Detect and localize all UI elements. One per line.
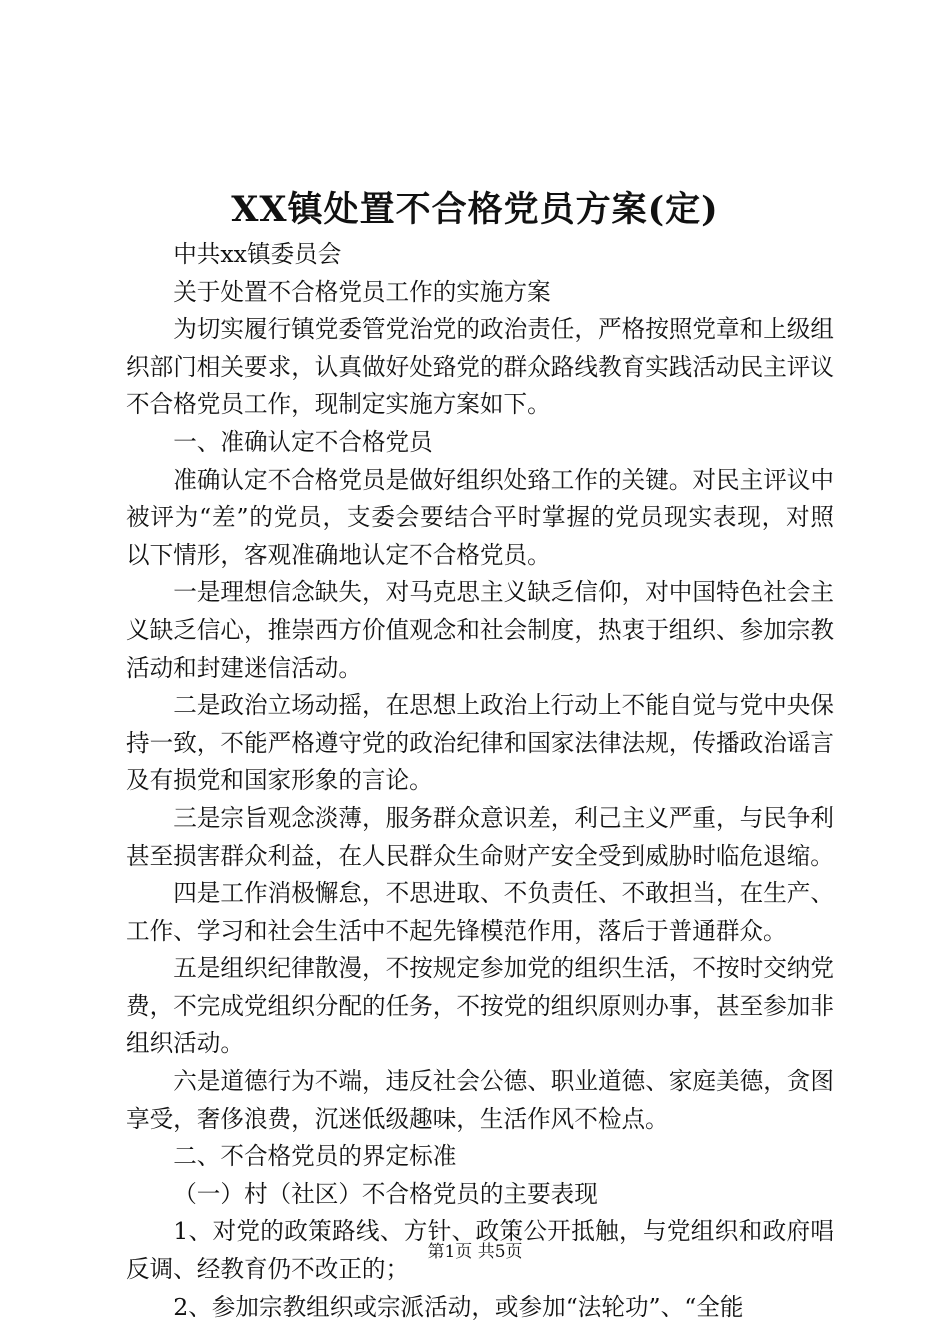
list-item: 2、参加宗教组织或宗派活动，或参加“法轮功”、“全能	[173, 1292, 744, 1321]
paragraph: 五是组织纪律散漫，不按规定参加党的组织生活，不按时交纳党费，不完成党组织分配的任务，不按党的组织原则办事，甚至参加非组织活动。	[126, 954, 834, 1058]
page-number-footer: 第1页 共5页	[427, 1242, 523, 1262]
paragraph: 一是理想信念缺失，对马克思主义缺乏信仰，对中国特色社会主义缺乏信心，推崇西方价值观念和社会制度，热衷于组织、参加宗教活动和封建迷信活动。	[126, 578, 834, 682]
document-body	[126, 236, 834, 1326]
paragraph: 准确认定不合格党员是做好组织处臵工作的关键。对民主评议中被评为“差”的党员，支委会要结合平时掌握的党员现实表现，对照以下情形，客观准确地认定不合格党员。	[126, 465, 834, 569]
subsection-heading: （一）村（社区）不合格党员的主要表现	[173, 1179, 598, 1208]
paragraph: 四是工作消极懈怠，不思进取、不负责任、不敢担当，在生产、工作、学习和社会生活中不起先锋模范作用，落后于普通群众。	[126, 879, 834, 945]
paragraph: 六是道德行为不端，违反社会公德、职业道德、家庭美德，贪图享受，奢侈浪费，沉迷低级趣味，生活作风不检点。	[126, 1067, 834, 1133]
paragraph-intro: 为切实履行镇党委管党治党的政治责任，严格按照党章和上级组织部门相关要求，认真做好处臵党的群众路线教育实践活动民主评议不合格党员工作，现制定实施方案如下。	[126, 315, 834, 419]
paragraph: 二是政治立场动摇，在思想上政治上行动上不能自觉与党中央保持一致，不能严格遵守党的政治纪律和国家法律法规，传播政治谣言及有损党和国家形象的言论。	[126, 691, 834, 795]
document-title: XX镇处置不合格党员方案(定)	[231, 189, 719, 230]
paragraph: 三是宗旨观念淡薄，服务群众意识差，利己主义严重，与民争利甚至损害群众利益，在人民群众生命财产安全受到威胁时临危退缩。	[126, 803, 834, 870]
section-heading-1: 一、准确认定不合格党员	[173, 427, 433, 456]
section-heading-2: 二、不合格党员的界定标准	[173, 1142, 457, 1171]
paragraph-issuer: 中共xx镇委员会	[173, 240, 342, 268]
paragraph-subtitle: 关于处置不合格党员工作的实施方案	[173, 277, 551, 306]
list-item: 1、对党的政策路线、方针、政策公开抵触，与党组织和政府唱反调、经教育仍不改正的；	[126, 1217, 834, 1284]
